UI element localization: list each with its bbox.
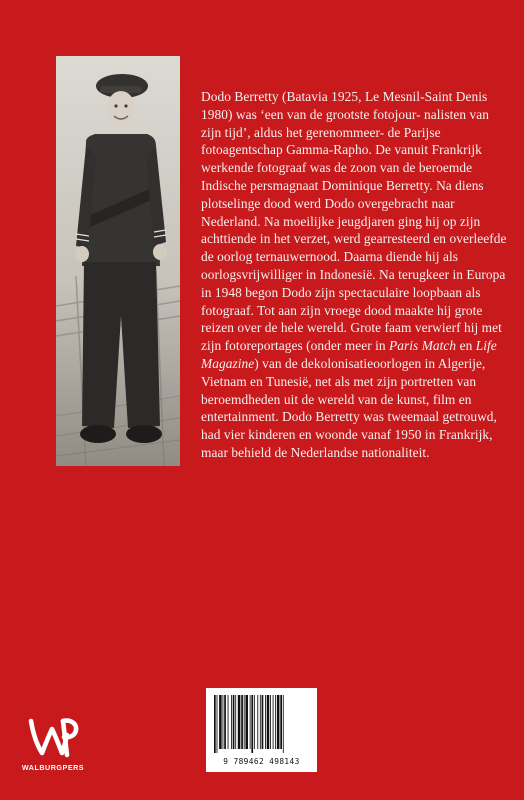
barcode-bar [277,695,280,749]
isbn-barcode [206,688,317,772]
barcode-bar [275,695,276,749]
barcode-bar [223,695,224,749]
barcode-bar [231,695,232,749]
bio-conjunction: en [459,338,473,354]
barcode-bar [267,695,270,749]
bio-paragraph-2: ) van de dekolonisatieoorlogen in Algerije, Vietnam en Tunesië, net als met zijn portretten van beroemdheden uit de wereld van de kunst, film en entertainment. Dodo Berretty was tweemaal getrouwd, had vier kinderen en woonde vanaf 1950 in Frankrijk, maar behield de Nederlandse nationaliteit. [201,355,497,460]
barcode-bar [254,695,255,749]
barcode-bar [265,695,266,749]
barcode-bar [257,695,258,749]
barcode-bar [283,695,284,753]
barcode-bar [244,695,245,749]
publisher-name: WALBURGPERS [21,763,85,772]
barcode-bar [273,695,274,749]
publisher-logo [18,715,88,780]
barcode-bar [280,695,282,749]
barcode-bar [251,695,253,753]
photo-illustration [56,56,180,466]
bio-paragraph-1: Dodo Berretty (Batavia 1925, Le Mesnil-Saint Denis 1980) was ‘een van de grootste fotojour- nalisten van zijn tijd’, aldus het gerenommeer- de Parijse fotoagentschap Gamma-Rapho. De vanuit Frankrijk werkende fotograaf was de zoon van de beroemde Indische persmagnaat Dominique Berretty. Na diens plotselinge dood werd Dodo overgebracht naar Nederland. Na moeilijke jeugdjaren ging hij op zijn achttiende in het verzet, werd gearresteerd en overleefde de oorlog ternauwernood. Daarna diende hij als oorlogsvrijwilliger in Indonesië. Na terugkeer in Europa in 1948 begon Dodo zijn spectaculaire loopbaan als fotograaf. Tot aan zijn vroege dood maakte hij grote reizen over de hele wereld. Grote faam verwierf hij met zijn fotoreportages (onder meer in [201,89,507,354]
magazine-life: Life Magazine [201,338,497,371]
magazine-paris-match: Paris Match [389,338,457,354]
barcode-bar [245,695,248,749]
barcode-bars [213,695,310,753]
biography-text [201,88,507,462]
barcode-bar [214,695,216,753]
barcode-bar [228,695,229,749]
barcode-bar [260,695,261,749]
barcode-bar [241,695,243,749]
barcode-bar [262,695,264,749]
barcode-bar [238,695,241,749]
barcode-bar [235,695,236,749]
barcode-bar [224,695,226,749]
barcode-bar [270,695,271,749]
cover-photo-boy-sailor-suit [56,56,180,466]
isbn-number: 9 789462 498143 [223,757,300,766]
barcode-bar [219,695,222,749]
barcode-bar [233,695,235,749]
barcode-bar [217,695,218,753]
barcode-bar [250,695,251,749]
wp-monogram-icon [27,715,79,759]
